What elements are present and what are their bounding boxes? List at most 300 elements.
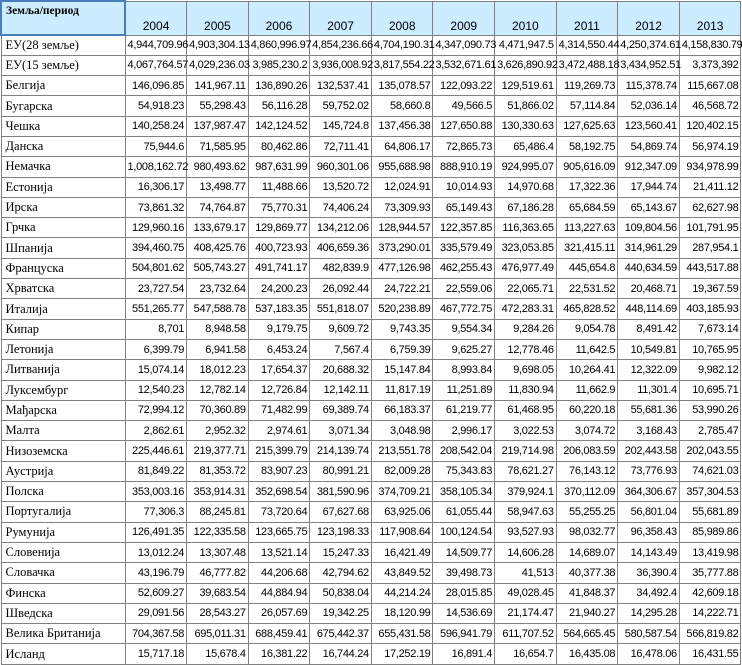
value-cell[interactable]: 4,067,764.57 [125,55,187,75]
value-cell[interactable]: 73,720.64 [248,502,310,522]
value-cell[interactable]: 21,411.12 [679,177,741,197]
country-cell[interactable]: Словачка [1,563,125,583]
value-cell[interactable]: 44,214.24 [371,583,433,603]
value-cell[interactable]: 58,660.8 [371,96,433,116]
value-cell[interactable]: 14,689.07 [556,542,618,562]
value-cell[interactable]: 67,627.68 [310,502,372,522]
value-cell[interactable]: 3,373,392 [679,55,741,75]
value-cell[interactable]: 56,801.04 [618,502,680,522]
value-cell[interactable]: 19,367.59 [679,279,741,299]
country-cell[interactable]: Ирска [1,197,125,217]
value-cell[interactable]: 9,982.12 [679,360,741,380]
value-cell[interactable]: 52,609.27 [125,583,187,603]
value-cell[interactable]: 9,054.78 [556,319,618,339]
value-cell[interactable]: 4,314,550.44 [556,35,618,55]
value-cell[interactable]: 88,245.81 [187,502,249,522]
value-cell[interactable]: 123,560.41 [618,116,680,136]
value-cell[interactable]: 504,801.62 [125,258,187,278]
value-cell[interactable]: 71,482.99 [248,400,310,420]
value-cell[interactable]: 314,961.29 [618,238,680,258]
value-cell[interactable]: 96,358.43 [618,522,680,542]
value-cell[interactable]: 72,711.41 [310,136,372,156]
value-cell[interactable]: 61,468.95 [495,400,557,420]
value-cell[interactable]: 98,032.77 [556,522,618,542]
value-cell[interactable]: 13,520.72 [310,177,372,197]
value-cell[interactable]: 132,537.41 [310,76,372,96]
header-year-cell[interactable]: 2008 [371,1,433,35]
value-cell[interactable]: 22,065.71 [495,279,557,299]
value-cell[interactable]: 6,453.24 [248,339,310,359]
value-cell[interactable]: 73,309.93 [371,197,433,217]
value-cell[interactable]: 491,741.17 [248,258,310,278]
value-cell[interactable]: 14,222.71 [679,603,741,623]
country-cell[interactable]: Португалија [1,502,125,522]
value-cell[interactable]: 4,250,374.61 [618,35,680,55]
value-cell[interactable]: 23,727.54 [125,279,187,299]
value-cell[interactable]: 12,142.11 [310,380,372,400]
country-cell[interactable]: Мађарска [1,400,125,420]
value-cell[interactable]: 41,513 [495,563,557,583]
value-cell[interactable]: 3,074.72 [556,421,618,441]
value-cell[interactable]: 19,342.25 [310,603,372,623]
value-cell[interactable]: 206,083.59 [556,441,618,461]
country-cell[interactable]: Финска [1,583,125,603]
value-cell[interactable]: 13,498.77 [187,177,249,197]
value-cell[interactable]: 46,777.82 [187,563,249,583]
header-year-cell[interactable]: 2010 [495,1,557,35]
value-cell[interactable]: 219,714.98 [495,441,557,461]
value-cell[interactable]: 15,147.84 [371,360,433,380]
value-cell[interactable]: 905,616.09 [556,157,618,177]
value-cell[interactable]: 57,114.84 [556,96,618,116]
value-cell[interactable]: 71,585.95 [187,136,249,156]
value-cell[interactable]: 129,960.16 [125,218,187,238]
value-cell[interactable]: 934,978.99 [679,157,741,177]
value-cell[interactable]: 482,839.9 [310,258,372,278]
country-cell[interactable]: Француска [1,258,125,278]
value-cell[interactable]: 29,091.56 [125,603,187,623]
value-cell[interactable]: 7,673.14 [679,319,741,339]
value-cell[interactable]: 74,621.03 [679,461,741,481]
value-cell[interactable]: 63,925.06 [371,502,433,522]
value-cell[interactable]: 215,399.79 [248,441,310,461]
value-cell[interactable]: 13,419.98 [679,542,741,562]
value-cell[interactable]: 56,116.28 [248,96,310,116]
value-cell[interactable]: 42,609.18 [679,583,741,603]
header-year-cell[interactable]: 2009 [433,1,495,35]
value-cell[interactable]: 202,043.55 [679,441,741,461]
value-cell[interactable]: 100,124.54 [433,522,495,542]
value-cell[interactable]: 115,667.08 [679,76,741,96]
value-cell[interactable]: 14,143.49 [618,542,680,562]
value-cell[interactable]: 119,269.73 [556,76,618,96]
value-cell[interactable]: 28,015.85 [433,583,495,603]
value-cell[interactable]: 11,301.4 [618,380,680,400]
country-cell[interactable]: Немачка [1,157,125,177]
value-cell[interactable]: 35,777.88 [679,563,741,583]
country-cell[interactable]: Белгија [1,76,125,96]
value-cell[interactable]: 65,486.4 [495,136,557,156]
value-cell[interactable]: 127,650.88 [433,116,495,136]
value-cell[interactable]: 9,179.75 [248,319,310,339]
value-cell[interactable]: 21,940.27 [556,603,618,623]
value-cell[interactable]: 12,778.46 [495,339,557,359]
header-year-cell[interactable]: 2013 [679,1,741,35]
value-cell[interactable]: 55,255.25 [556,502,618,522]
value-cell[interactable]: 72,865.73 [433,136,495,156]
value-cell[interactable]: 537,183.35 [248,299,310,319]
country-cell[interactable]: Велика Британија [1,624,125,644]
value-cell[interactable]: 130,330.63 [495,116,557,136]
value-cell[interactable]: 42,794.62 [310,563,372,583]
value-cell[interactable]: 675,442.37 [310,624,372,644]
value-cell[interactable]: 11,662.9 [556,380,618,400]
value-cell[interactable]: 141,967.11 [187,76,249,96]
value-cell[interactable]: 122,093.22 [433,76,495,96]
value-cell[interactable]: 225,446.61 [125,441,187,461]
value-cell[interactable]: 520,238.89 [371,299,433,319]
value-cell[interactable]: 76,143.12 [556,461,618,481]
value-cell[interactable]: 467,772.75 [433,299,495,319]
value-cell[interactable]: 14,606.28 [495,542,557,562]
value-cell[interactable]: 122,357.85 [433,218,495,238]
value-cell[interactable]: 54,918.23 [125,96,187,116]
value-cell[interactable]: 11,830.94 [495,380,557,400]
value-cell[interactable]: 9,743.35 [371,319,433,339]
value-cell[interactable]: 83,907.23 [248,461,310,481]
header-year-cell[interactable]: 2007 [310,1,372,35]
value-cell[interactable]: 2,862.61 [125,421,187,441]
value-cell[interactable]: 17,944.74 [618,177,680,197]
value-cell[interactable]: 117,908.64 [371,522,433,542]
value-cell[interactable]: 15,678.4 [187,644,249,664]
value-cell[interactable]: 122,335.58 [187,522,249,542]
value-cell[interactable]: 44,884.94 [248,583,310,603]
value-cell[interactable]: 43,196.79 [125,563,187,583]
value-cell[interactable]: 16,891.4 [433,644,495,664]
country-cell[interactable]: Исланд [1,644,125,664]
value-cell[interactable]: 49,028.45 [495,583,557,603]
value-cell[interactable]: 58,192.75 [556,136,618,156]
value-cell[interactable]: 65,684.59 [556,197,618,217]
value-cell[interactable]: 10,695.71 [679,380,741,400]
value-cell[interactable]: 74,406.24 [310,197,372,217]
header-year-cell[interactable]: 2011 [556,1,618,35]
value-cell[interactable]: 406,659.36 [310,238,372,258]
value-cell[interactable]: 135,078.57 [371,76,433,96]
value-cell[interactable]: 16,654.7 [495,644,557,664]
value-cell[interactable]: 4,854,236.66 [310,35,372,55]
value-cell[interactable]: 445,654.8 [556,258,618,278]
value-cell[interactable]: 39,683.54 [187,583,249,603]
value-cell[interactable]: 381,590.96 [310,482,372,502]
value-cell[interactable]: 140,258.24 [125,116,187,136]
value-cell[interactable]: 505,743.27 [187,258,249,278]
country-cell[interactable]: Летонија [1,339,125,359]
value-cell[interactable]: 477,126.98 [371,258,433,278]
value-cell[interactable]: 17,322.36 [556,177,618,197]
value-cell[interactable]: 11,251.89 [433,380,495,400]
country-cell[interactable]: Малта [1,421,125,441]
value-cell[interactable]: 1,008,162.72 [125,157,187,177]
value-cell[interactable]: 116,363.65 [495,218,557,238]
country-cell[interactable]: Румунија [1,522,125,542]
value-cell[interactable]: 52,036.14 [618,96,680,116]
value-cell[interactable]: 12,024.91 [371,177,433,197]
value-cell[interactable]: 465,828.52 [556,299,618,319]
value-cell[interactable]: 13,521.14 [248,542,310,562]
value-cell[interactable]: 137,987.47 [187,116,249,136]
value-cell[interactable]: 142,124.52 [248,116,310,136]
value-cell[interactable]: 440,634.59 [618,258,680,278]
header-year-cell[interactable]: 2005 [187,1,249,35]
value-cell[interactable]: 101,791.95 [679,218,741,238]
value-cell[interactable]: 10,264.41 [556,360,618,380]
value-cell[interactable]: 443,517.88 [679,258,741,278]
value-cell[interactable]: 34,492.4 [618,583,680,603]
value-cell[interactable]: 51,866.02 [495,96,557,116]
value-cell[interactable]: 364,306.67 [618,482,680,502]
value-cell[interactable]: 6,759.39 [371,339,433,359]
value-cell[interactable]: 323,053.85 [495,238,557,258]
value-cell[interactable]: 56,974.19 [679,136,741,156]
country-cell[interactable]: Естонија [1,177,125,197]
value-cell[interactable]: 55,681.36 [618,400,680,420]
country-cell[interactable]: Чешка [1,116,125,136]
value-cell[interactable]: 136,890.26 [248,76,310,96]
country-cell[interactable]: Луксембург [1,380,125,400]
value-cell[interactable]: 12,782.14 [187,380,249,400]
value-cell[interactable]: 379,924.1 [495,482,557,502]
value-cell[interactable]: 400,723.93 [248,238,310,258]
value-cell[interactable]: 11,817.19 [371,380,433,400]
value-cell[interactable]: 219,377.71 [187,441,249,461]
value-cell[interactable]: 551,818.07 [310,299,372,319]
value-cell[interactable]: 127,625.63 [556,116,618,136]
value-cell[interactable]: 55,681.89 [679,502,741,522]
value-cell[interactable]: 75,343.83 [433,461,495,481]
country-cell[interactable]: Низоземска [1,441,125,461]
value-cell[interactable]: 20,688.32 [310,360,372,380]
value-cell[interactable]: 70,360.89 [187,400,249,420]
value-cell[interactable]: 4,944,709.96 [125,35,187,55]
value-cell[interactable]: 3,434,952.51 [618,55,680,75]
value-cell[interactable]: 145,724.8 [310,116,372,136]
value-cell[interactable]: 53,990.26 [679,400,741,420]
value-cell[interactable]: 3,048.98 [371,421,433,441]
value-cell[interactable]: 93,527.93 [495,522,557,542]
value-cell[interactable]: 73,776.93 [618,461,680,481]
value-cell[interactable]: 213,551.78 [371,441,433,461]
value-cell[interactable]: 14,295.28 [618,603,680,623]
value-cell[interactable]: 15,247.33 [310,542,372,562]
value-cell[interactable]: 7,567.4 [310,339,372,359]
value-cell[interactable]: 2,996.17 [433,421,495,441]
value-cell[interactable]: 62,627.98 [679,197,741,217]
value-cell[interactable]: 129,519.61 [495,76,557,96]
value-cell[interactable]: 72,994.12 [125,400,187,420]
value-cell[interactable]: 18,120.99 [371,603,433,623]
value-cell[interactable]: 448,114.69 [618,299,680,319]
value-cell[interactable]: 24,722.21 [371,279,433,299]
value-cell[interactable]: 49,566.5 [433,96,495,116]
value-cell[interactable]: 11,488.66 [248,177,310,197]
value-cell[interactable]: 6,941.58 [187,339,249,359]
value-cell[interactable]: 566,819.82 [679,624,741,644]
value-cell[interactable]: 352,698.54 [248,482,310,502]
value-cell[interactable]: 80,991.21 [310,461,372,481]
value-cell[interactable]: 8,993.84 [433,360,495,380]
value-cell[interactable]: 208,542.04 [433,441,495,461]
value-cell[interactable]: 3,532,671.61 [433,55,495,75]
country-cell[interactable]: Бугарска [1,96,125,116]
value-cell[interactable]: 67,186.28 [495,197,557,217]
value-cell[interactable]: 335,579.49 [433,238,495,258]
value-cell[interactable]: 370,112.09 [556,482,618,502]
value-cell[interactable]: 3,022.53 [495,421,557,441]
value-cell[interactable]: 10,549.81 [618,339,680,359]
value-cell[interactable]: 374,709.21 [371,482,433,502]
value-cell[interactable]: 44,206.68 [248,563,310,583]
header-year-cell[interactable]: 2004 [125,1,187,35]
value-cell[interactable]: 472,283.31 [495,299,557,319]
value-cell[interactable]: 120,402.15 [679,116,741,136]
value-cell[interactable]: 24,200.23 [248,279,310,299]
country-cell[interactable]: Полска [1,482,125,502]
value-cell[interactable]: 55,298.43 [187,96,249,116]
value-cell[interactable]: 60,220.18 [556,400,618,420]
value-cell[interactable]: 115,378.74 [618,76,680,96]
value-cell[interactable]: 28,543.27 [187,603,249,623]
value-cell[interactable]: 924,995.07 [495,157,557,177]
value-cell[interactable]: 73,861.32 [125,197,187,217]
value-cell[interactable]: 2,952.32 [187,421,249,441]
value-cell[interactable]: 476,977.49 [495,258,557,278]
value-cell[interactable]: 85,989.86 [679,522,741,542]
value-cell[interactable]: 321,415.11 [556,238,618,258]
country-cell[interactable]: ЕУ(28 земље) [1,35,125,55]
country-cell[interactable]: Кипар [1,319,125,339]
value-cell[interactable]: 146,096.85 [125,76,187,96]
value-cell[interactable]: 80,462.86 [248,136,310,156]
value-cell[interactable]: 596,941.79 [433,624,495,644]
value-cell[interactable]: 81,353.72 [187,461,249,481]
value-cell[interactable]: 113,227.63 [556,218,618,238]
value-cell[interactable]: 353,003.16 [125,482,187,502]
value-cell[interactable]: 18,012.23 [187,360,249,380]
country-cell[interactable]: Данска [1,136,125,156]
value-cell[interactable]: 123,198.33 [310,522,372,542]
value-cell[interactable]: 695,011.31 [187,624,249,644]
value-cell[interactable]: 78,621.27 [495,461,557,481]
value-cell[interactable]: 16,435.08 [556,644,618,664]
value-cell[interactable]: 4,347,090.73 [433,35,495,55]
value-cell[interactable]: 13,307.48 [187,542,249,562]
value-cell[interactable]: 3,168.43 [618,421,680,441]
value-cell[interactable]: 10,765.95 [679,339,741,359]
value-cell[interactable]: 987,631.99 [248,157,310,177]
value-cell[interactable]: 551,265.77 [125,299,187,319]
value-cell[interactable]: 69,389.74 [310,400,372,420]
value-cell[interactable]: 14,970.68 [495,177,557,197]
value-cell[interactable]: 547,588.78 [187,299,249,319]
value-cell[interactable]: 58,947.63 [495,502,557,522]
value-cell[interactable]: 11,642.5 [556,339,618,359]
value-cell[interactable]: 16,478.06 [618,644,680,664]
value-cell[interactable]: 13,012.24 [125,542,187,562]
value-cell[interactable]: 66,183.37 [371,400,433,420]
value-cell[interactable]: 17,654.37 [248,360,310,380]
header-year-cell[interactable]: 2006 [248,1,310,35]
value-cell[interactable]: 394,460.75 [125,238,187,258]
value-cell[interactable]: 59,752.02 [310,96,372,116]
value-cell[interactable]: 16,431.55 [679,644,741,664]
value-cell[interactable]: 12,540.23 [125,380,187,400]
value-cell[interactable]: 61,219.77 [433,400,495,420]
value-cell[interactable]: 8,701 [125,319,187,339]
value-cell[interactable]: 9,698.05 [495,360,557,380]
value-cell[interactable]: 408,425.76 [187,238,249,258]
value-cell[interactable]: 134,212.06 [310,218,372,238]
value-cell[interactable]: 373,290.01 [371,238,433,258]
value-cell[interactable]: 8,491.42 [618,319,680,339]
value-cell[interactable]: 22,559.06 [433,279,495,299]
value-cell[interactable]: 688,459.41 [248,624,310,644]
value-cell[interactable]: 655,431.58 [371,624,433,644]
value-cell[interactable]: 3,817,554.22 [371,55,433,75]
value-cell[interactable]: 75,770.31 [248,197,310,217]
value-cell[interactable]: 26,057.69 [248,603,310,623]
value-cell[interactable]: 77,306.3 [125,502,187,522]
value-cell[interactable]: 3,071.34 [310,421,372,441]
value-cell[interactable]: 704,367.58 [125,624,187,644]
value-cell[interactable]: 14,509.77 [433,542,495,562]
value-cell[interactable]: 4,860,996.97 [248,35,310,55]
value-cell[interactable]: 4,158,830.79 [679,35,741,55]
value-cell[interactable]: 128,944.57 [371,218,433,238]
value-cell[interactable]: 403,185.93 [679,299,741,319]
value-cell[interactable]: 4,704,190.31 [371,35,433,55]
value-cell[interactable]: 15,074.14 [125,360,187,380]
value-cell[interactable]: 81,849.22 [125,461,187,481]
value-cell[interactable]: 9,609.72 [310,319,372,339]
value-cell[interactable]: 912,347.09 [618,157,680,177]
value-cell[interactable]: 955,688.98 [371,157,433,177]
value-cell[interactable]: 4,029,236.03 [187,55,249,75]
value-cell[interactable]: 4,903,304.13 [187,35,249,55]
value-cell[interactable]: 41,848.37 [556,583,618,603]
value-cell[interactable]: 82,009.28 [371,461,433,481]
value-cell[interactable]: 36,390.4 [618,563,680,583]
value-cell[interactable]: 287,954.1 [679,238,741,258]
country-cell[interactable]: Аустрија [1,461,125,481]
value-cell[interactable]: 6,399.79 [125,339,187,359]
value-cell[interactable]: 74,764.87 [187,197,249,217]
value-cell[interactable]: 16,306.17 [125,177,187,197]
value-cell[interactable]: 109,804.56 [618,218,680,238]
value-cell[interactable]: 133,679.17 [187,218,249,238]
value-cell[interactable]: 8,948.58 [187,319,249,339]
value-cell[interactable]: 980,493.62 [187,157,249,177]
value-cell[interactable]: 202,443.58 [618,441,680,461]
value-cell[interactable]: 40,377.38 [556,563,618,583]
value-cell[interactable]: 3,626,890.92 [495,55,557,75]
value-cell[interactable]: 61,055.44 [433,502,495,522]
value-cell[interactable]: 2,974.61 [248,421,310,441]
value-cell[interactable]: 9,284.26 [495,319,557,339]
country-cell[interactable]: Италија [1,299,125,319]
value-cell[interactable]: 564,665.45 [556,624,618,644]
